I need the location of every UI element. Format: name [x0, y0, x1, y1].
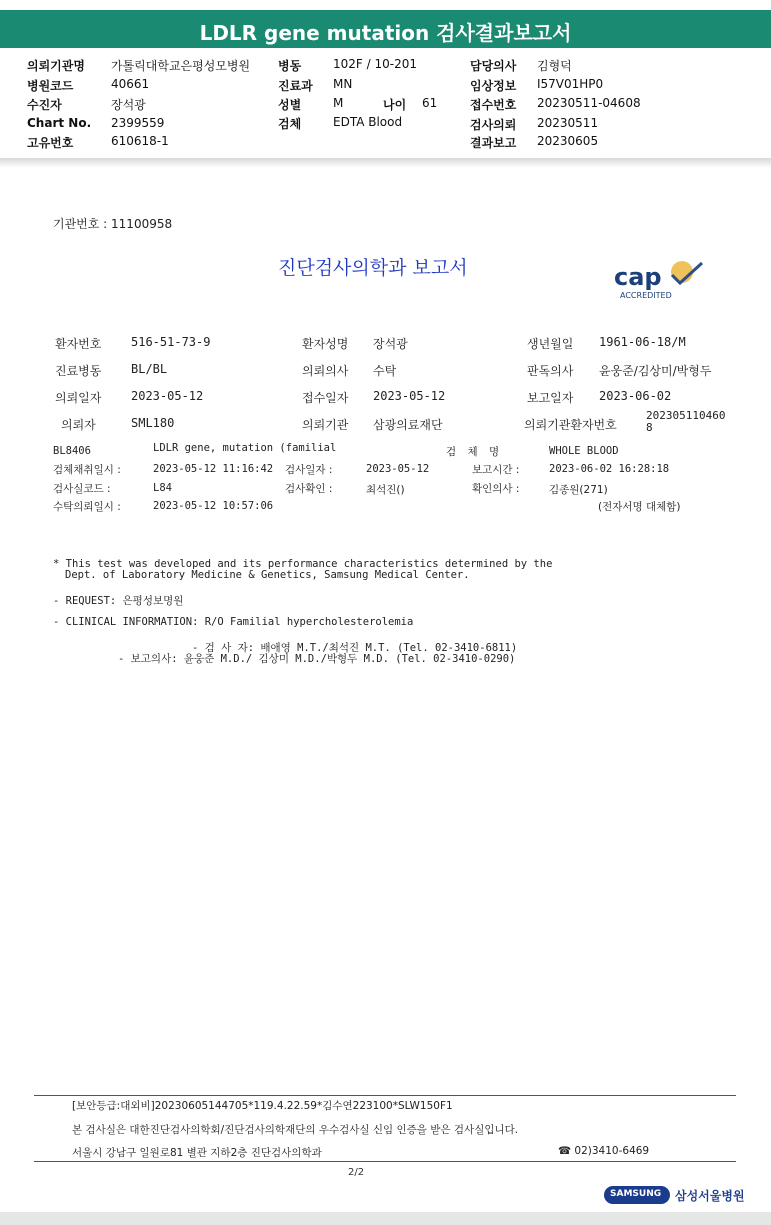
header-value: 가톨릭대학교은평성모병원: [111, 59, 251, 73]
header-label: 병원코드: [27, 79, 74, 93]
grid-label: 보고일자: [527, 391, 574, 405]
header-value: 장석광: [111, 98, 146, 112]
certification-line: 본 검사실은 대한진단검사의학회/진단검사의학재단의 우수검사실 신임 인증을 받은 검사실입니다.: [72, 1124, 519, 1136]
header-label: Chart No.: [27, 116, 92, 130]
header-label: 고유번호: [27, 136, 74, 150]
phone-line: ☎ 02)3410-6469: [558, 1145, 650, 1157]
header-value: 20230511: [537, 116, 599, 130]
header-label: 의뢰기관명: [27, 59, 85, 73]
header-label: 임상정보: [470, 79, 517, 93]
header-value: 61: [422, 96, 438, 110]
meta-label: 검사실코드 :: [53, 483, 111, 495]
test-code: BL8406: [53, 445, 91, 457]
samsung-logo-text: SAMSUNG: [610, 1189, 662, 1199]
header-value: 2399559: [111, 116, 165, 130]
received-value: 2023-05-12 10:57:06: [153, 500, 274, 512]
cap-sub: ACCREDITED: [620, 291, 672, 300]
grid-value: 삼광의료재단: [373, 418, 443, 432]
grid-value: 장석광: [373, 337, 408, 351]
meta-label: 확인의사 :: [472, 483, 520, 495]
grid-label: 의뢰기관환자번호: [524, 418, 617, 432]
header-value: 40661: [111, 77, 150, 91]
header-label: 접수번호: [470, 98, 517, 112]
clinical-info-line: - CLINICAL INFORMATION: R/O Familial hypercholesterolemia: [53, 616, 414, 628]
page-number: 2/2: [348, 1167, 365, 1178]
specimen-label: 검 체 명: [446, 446, 500, 458]
security-line: [보안등급:대외비]20230605144705*119.4.22.59*김수연223100*SLW150F1: [72, 1100, 453, 1112]
grid-value: 수탁: [373, 364, 397, 378]
samsung-logo: [604, 1186, 670, 1204]
grid-value: 2023-05-12: [131, 389, 204, 403]
header-label: 성별: [278, 98, 302, 112]
cap-accredited-logo: [612, 259, 708, 305]
note-line-2: Dept. of Laboratory Medicine & Genetics, Samsung Medical Center.: [65, 569, 470, 581]
grid-label: 진료병동: [55, 364, 102, 378]
header-value: 김형덕: [537, 59, 572, 73]
cap-word: cap: [614, 263, 662, 291]
meta-value: 최석진(): [366, 484, 405, 496]
grid-value: 1961-06-18/M: [599, 335, 686, 349]
header-label: 결과보고: [470, 136, 517, 150]
institution-number: 기관번호 : 11100958: [53, 217, 173, 231]
grid-label: 환자성명: [302, 337, 349, 351]
grid-label: 판독의사: [527, 364, 574, 378]
reporter-line: - 보고의사: 윤웅준 M.D./ 김상미 M.D./박형두 M.D. (Tel. 02-3410-0290): [118, 653, 516, 665]
test-name: LDLR gene, mutation (familial: [153, 442, 337, 454]
footer-bottom-rule: [34, 1161, 736, 1162]
header-value: 610618-1: [111, 134, 169, 148]
e-signature-note: (전자서명 대체함): [598, 501, 681, 513]
grid-value: 2023051104608: [646, 409, 726, 434]
grid-label: 접수일자: [302, 391, 349, 405]
meta-value: L84: [153, 482, 172, 494]
header-label: 병동: [278, 59, 302, 73]
meta-value: 2023-05-12 11:16:42: [153, 463, 274, 475]
footer-top-rule: [34, 1095, 736, 1096]
header-value: MN: [333, 77, 353, 91]
meta-value: 김종원(271): [549, 484, 608, 496]
grid-label: 의뢰일자: [55, 391, 102, 405]
meta-label: 검사일자 :: [285, 464, 333, 476]
grid-value: 2023-05-12: [373, 389, 446, 403]
header-label: 나이: [383, 98, 407, 112]
header-value: 20230511-04608: [537, 96, 641, 110]
received-label: 수탁의뢰일시 :: [53, 501, 121, 513]
header-value: I57V01HP0: [537, 77, 604, 91]
header-label: 검사의뢰: [470, 118, 517, 132]
hospital-name: 삼성서울병원: [675, 1189, 745, 1203]
grid-value: SML180: [131, 416, 175, 430]
specimen-value: WHOLE BLOOD: [549, 445, 619, 457]
grid-value: 윤웅준/김상미/박형두: [599, 364, 712, 378]
header-divider: [0, 158, 771, 168]
grid-value: BL/BL: [131, 362, 168, 376]
meta-value: 2023-05-12: [366, 463, 430, 475]
header-value: EDTA Blood: [333, 115, 403, 129]
report-title: LDLR gene mutation 검사결과보고서: [199, 21, 572, 45]
grid-label: 의뢰기관: [302, 418, 349, 432]
document-title: 진단검사의학과 보고서: [278, 257, 468, 279]
header-value: 20230605: [537, 134, 599, 148]
grid-value: 516-51-73-9: [131, 335, 211, 349]
report-title-bar: [0, 10, 771, 48]
tester-line: - 검 사 자: 배애영 M.T./최석진 M.T. (Tel. 02-3410-6811): [192, 642, 518, 654]
meta-label: 보고시간 :: [472, 464, 520, 476]
grid-value: 2023-06-02: [599, 389, 672, 403]
header-label: 수진자: [27, 98, 62, 112]
header-value: 102F / 10-201: [333, 57, 417, 71]
meta-label: 검체채취일시 :: [53, 464, 121, 476]
page-bottom-band: [0, 1212, 771, 1225]
grid-label: 의뢰자: [61, 418, 96, 432]
note-line-1: * This test was developed and its performance characteristics determined by the: [53, 558, 553, 570]
request-line: - REQUEST: 은평성보명원: [53, 595, 184, 607]
header-label: 담당의사: [470, 59, 517, 73]
header-value: M: [333, 96, 344, 110]
header-label: 진료과: [278, 79, 313, 93]
grid-label: 의뢰의사: [302, 364, 349, 378]
meta-label: 검사확인 :: [285, 483, 333, 495]
grid-label: 환자번호: [55, 337, 102, 351]
header-label: 검체: [278, 117, 302, 131]
grid-label: 생년월일: [527, 337, 574, 351]
meta-value: 2023-06-02 16:28:18: [549, 463, 670, 475]
address-line: 서울시 강남구 일원로81 별관 지하2층 진단검사의학과: [72, 1147, 322, 1159]
